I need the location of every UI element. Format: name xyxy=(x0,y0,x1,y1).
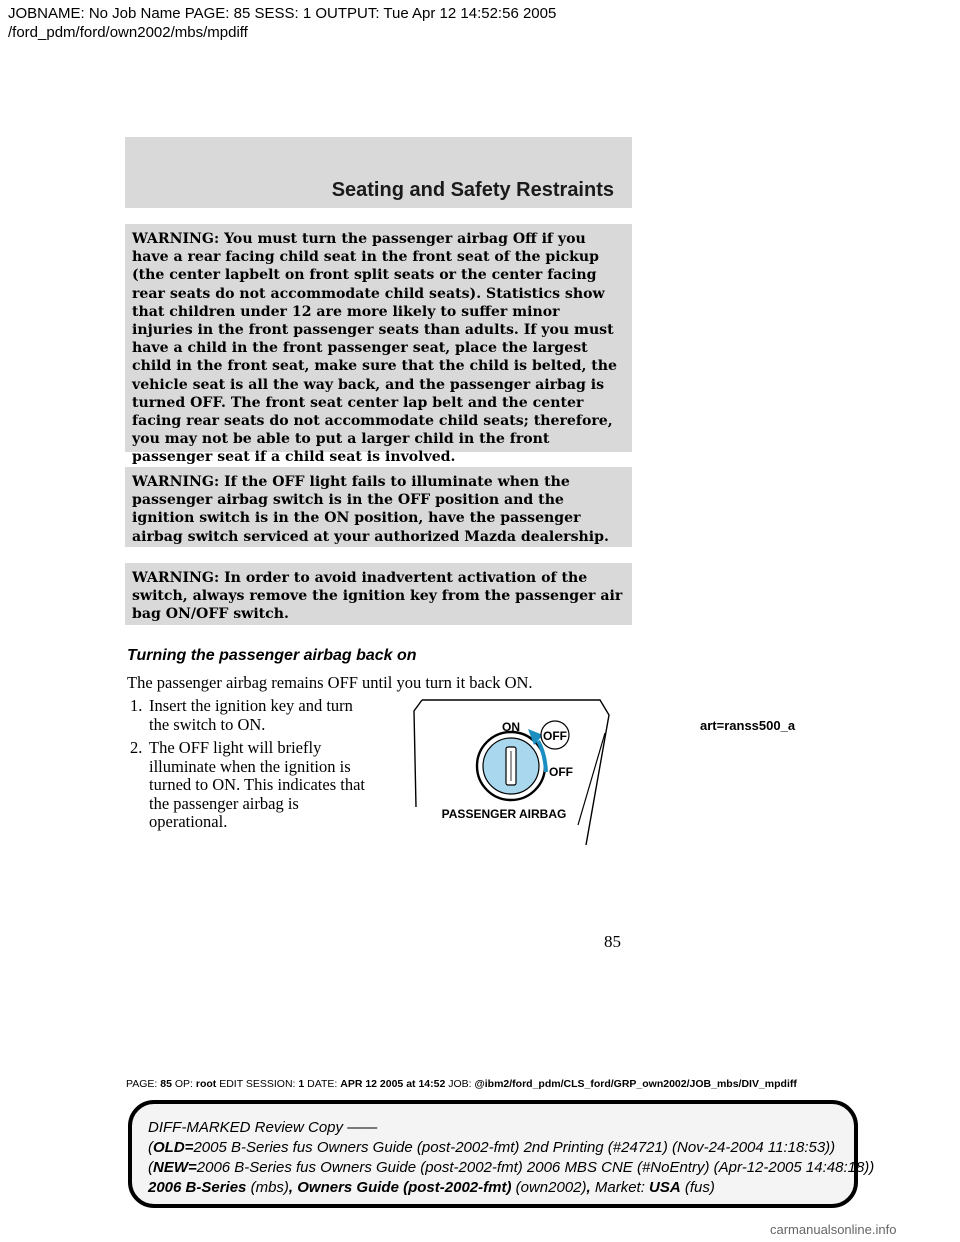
watermark: carmanualsonline.info xyxy=(770,1222,897,1237)
diff-line-old: (OLD=2005 B-Series fus Owners Guide (post-2002-fmt) 2nd Printing (#24721) (Nov-24-2004 11:18:53)) xyxy=(148,1139,836,1156)
list-item xyxy=(130,739,370,832)
switch-panel-left-edge xyxy=(414,700,422,807)
on-label: ON xyxy=(502,720,520,734)
off-label: OFF xyxy=(549,765,573,779)
step-text: The OFF light will briefly illuminate when the ignition is turned to ON. This indicates that the passenger airbag is operational. xyxy=(149,738,365,831)
list-item xyxy=(130,697,370,734)
intro-paragraph: The passenger airbag remains OFF until you turn it back ON. xyxy=(127,673,533,692)
section-title: Seating and Safety Restraints xyxy=(331,179,614,201)
job-header xyxy=(8,4,556,42)
step-number: 1. xyxy=(130,696,143,715)
section-header xyxy=(125,137,632,208)
diff-line-1: DIFF-MARKED Review Copy —— xyxy=(148,1119,378,1136)
subheading: Turning the passenger airbag back on xyxy=(127,647,417,664)
art-reference: art=ranss500_a xyxy=(700,718,796,733)
steps-list xyxy=(130,697,370,837)
diff-review-box xyxy=(128,1100,875,1208)
passenger-airbag-switch-illustration xyxy=(408,695,611,845)
warning-box-off-light: WARNING: If the OFF light fails to illuminate when the passenger airbag switch is in the OFF position and the ignition switch is in the ON position, have the passenger airbag switch serviced at your authorized Mazda dealership. xyxy=(125,467,632,547)
warning-box-child-seat: WARNING: You must turn the passenger airbag Off if you have a rear facing child seat in the front seat of the pickup (the center lapbelt on front split seats or the center facing rear seats do not accommodate child seats). Statistics show that children under 12 are more likely to suffer minor injuries in the front passenger seats than adults. If you must have a child in the front passenger seat, place the largest child in the front seat, make sure that the child is belted, the vehicle seat is all the way back, and the passenger airbag is turned OFF. The front seat center lap belt and the center facing rear seats do not accommodate child seats; therefore, you may not be able to put a larger child in the front passenger seat if a child seat is involved. xyxy=(125,224,632,452)
job-header-line2: /ford_pdm/ford/own2002/mbs/mpdiff xyxy=(8,24,248,41)
step-text: Insert the ignition key and turn the switch to ON. xyxy=(149,696,353,734)
off-light-label: OFF xyxy=(543,729,567,743)
diff-line-model: 2006 B-Series (mbs), Owners Guide (post-2002-fmt) (own2002), Market: USA (fus) xyxy=(148,1179,715,1196)
job-header-line1: JOBNAME: No Job Name PAGE: 85 SESS: 1 OUTPUT: Tue Apr 12 14:52:56 2005 xyxy=(8,5,557,22)
step-number: 2. xyxy=(130,738,143,757)
page-number: 85 xyxy=(604,932,621,951)
job-footer: PAGE: 85 OP: root EDIT SESSION: 1 DATE: APR 12 2005 at 14:52 JOB: @ibm2/ford_pdm/CLS_ford/GRP_own2002/JOB_mbs/DIV_mpdiff xyxy=(126,1078,797,1090)
illustration-caption: PASSENGER AIRBAG xyxy=(441,807,567,821)
diff-line-new: (NEW=2006 B-Series fus Owners Guide (post-2002-fmt) 2006 MBS CNE (#NoEntry) (Apr-12-2005 14:48:18)) xyxy=(148,1159,875,1176)
warning-box-ignition-key: WARNING: In order to avoid inadvertent activation of the switch, always remove the ignition key from the passenger air bag ON/OFF switch. xyxy=(125,563,632,625)
